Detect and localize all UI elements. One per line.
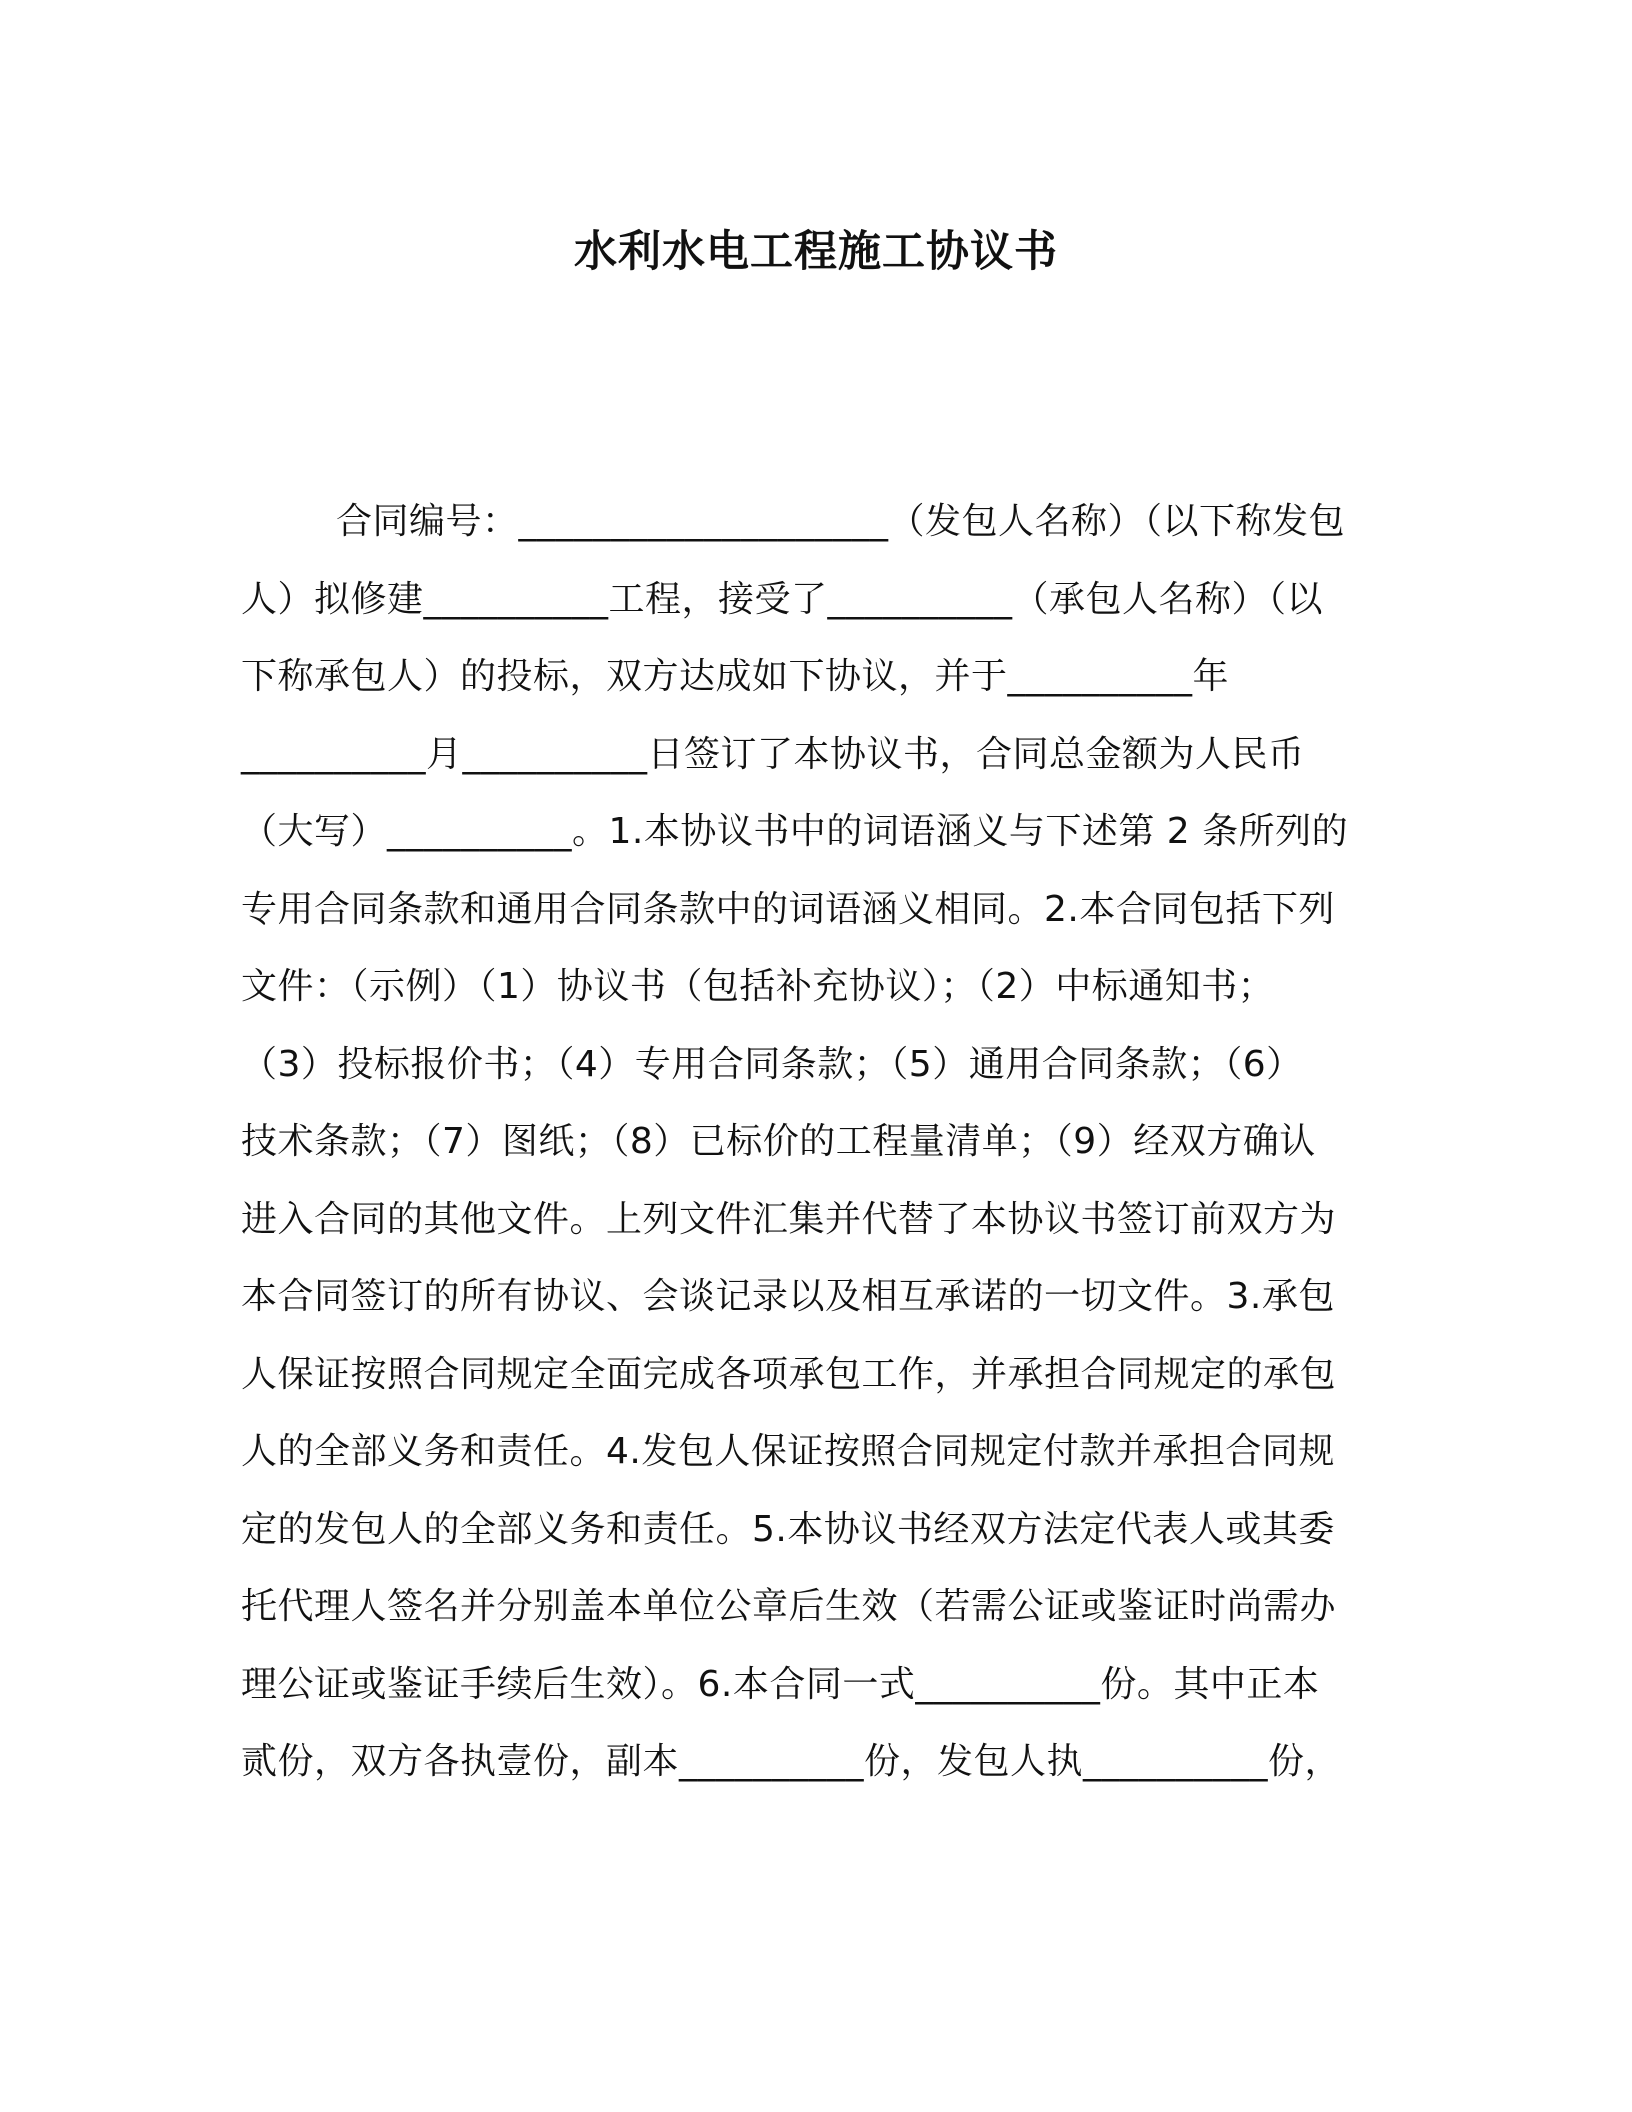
body-line-14: 定的发包人的全部义务和责任。5.本协议书经双方法定代表人或其委 <box>241 1508 1335 1550</box>
body-line-16: 理公证或鉴证手续后生效）。6.本合同一式__________份。其中正本 <box>241 1663 1320 1705</box>
body-line-8: （3）投标报价书；（4）专用合同条款；（5）通用合同条款；（6） <box>241 1043 1303 1085</box>
body-line-3: 下称承包人）的投标，双方达成如下协议，并于__________年 <box>241 656 1230 697</box>
body-line-10: 进入合同的其他文件。上列文件汇集并代替了本协议书签订前双方为 <box>241 1198 1337 1240</box>
body-line-6: 专用合同条款和通用合同条款中的词语涵义相同。2.本合同包括下列 <box>241 888 1335 930</box>
body-line-12: 人保证按照合同规定全面完成各项承包工作，并承担合同规定的承包 <box>241 1353 1337 1395</box>
body-line-4: __________月__________日签订了本协议书，合同总金额为人民币 <box>241 733 1305 775</box>
document-title: 水利水电工程施工协议书 <box>574 227 1058 277</box>
body-line-15: 托代理人签名并分别盖本单位公章后生效（若需公证或鉴证时尚需办 <box>241 1586 1337 1627</box>
body-line-5: （大写）__________。1.本协议书中的词语涵义与下述第 2 条所列的 <box>241 811 1349 852</box>
body-line-7: 文件：（示例）（1）协议书（包括补充协议）；（2）中标通知书； <box>241 966 1275 1007</box>
body-line-9: 技术条款；（7）图纸；（8）已标价的工程量清单；（9）经双方确认 <box>241 1121 1316 1162</box>
body-line-2: 人）拟修建__________工程，接受了__________（承包人名称）（以 <box>241 578 1324 620</box>
body-line-17: 贰份，双方各执壹份，副本__________份，发包人执__________份， <box>241 1741 1342 1782</box>
agreement-body <box>241 489 1391 1807</box>
body-line-1: 合同编号：____________________（发包人名称）（以下称发包 <box>336 501 1346 542</box>
body-line-13: 人的全部义务和责任。4.发包人保证按照合同规定付款并承担合同规 <box>241 1431 1335 1472</box>
body-line-11: 本合同签订的所有协议、会谈记录以及相互承诺的一切文件。3.承包 <box>241 1276 1335 1317</box>
